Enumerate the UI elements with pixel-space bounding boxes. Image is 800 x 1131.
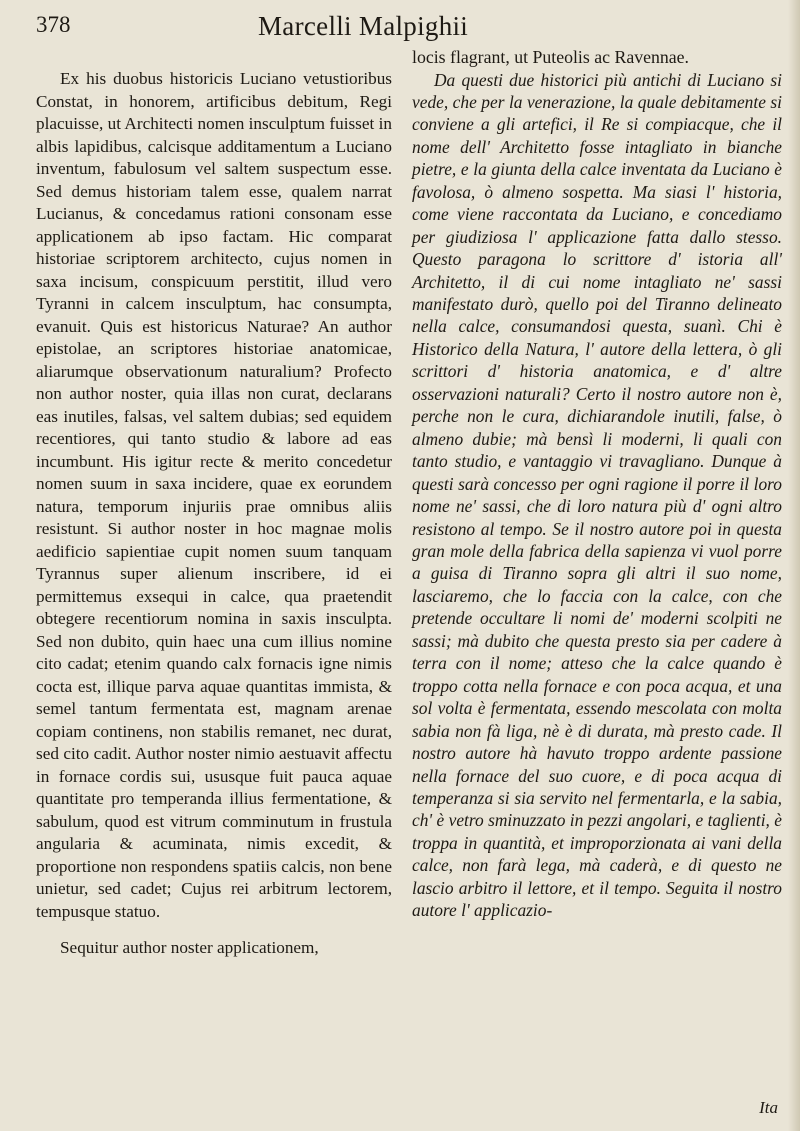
page-edge-shadow — [788, 0, 800, 1131]
page-header — [36, 8, 788, 44]
page-number: 378 — [36, 12, 71, 37]
latin-paragraph-2: Sequitur author noster applicationem, — [60, 938, 319, 957]
running-head: Marcelli Malpighii — [258, 11, 469, 41]
italian-paragraph: Da questi due historici più antichi di Luciano si vede, che per la venerazione, la quale debitamente si conviene a gli artefici, il Re si compiacque, che il nome dell' Architetto fosse intagliato in bianche pietre, e la giunta della calce inventata da Luciano è favolosa, ò almeno sospetta. Ma siasi l' historia, come viene raccontata da Luciano, e concediamo per giudiziosa l' applicazione fatta dallo stesso. Questo paragona lo scrittore d' istoria all' Architetto, il di cui nome intagliato ne' sassi manifestato durò, quello poi del Tiranno delineato nella calce, consumandosi questa, suanì. Chi è Historico della Natura, l' autore della lettera, ò gli scrittori d' historia anatomica, e d' altre osservazioni naturali? Certo il nostro autore non è, perche non le cura, dichiarandole inutili, false, ò almeno dubie; mà bensì li moderni, li quali con tanto studio, e vantaggio vi travagliano. Dunque à questi sarà concesso per ogni ragione il porre il loro nome ne' sassi, che di loro natura più d' ogni altro resistono al tempo. Se il nostro autore poi in questa gran mole della fabrica della sapienza vi vuol porre a guisa di Tiranno sopra gli altri il suo nome, lasciaremo, che lo faccia con la calce, con che pretende occultare li nomi de' moderni scolpiti ne sassi; mà dubito che questa presto sia per cadere à terra con il nome; atteso che la calce quando è troppo cotta nella fornace e con poca acqua, et una sol volta è fermentata, essendo mescolata con molta sabia non fà liga, nè è di durata, mà presto cade. Il nostro autore hà havuto troppo ardente passione nella fornace del suo cuore, e di poca acqua di temperanza si sia servito nel fermentarla, e la sabia, ch' è vetro sminuzzato in pezzi angolari, e taglienti, è troppa in quantità, et improporzionata ai vani della calce, non farà lega, mà caderà, e di questo ne lascio arbitro il lettore, et il tempo. Seguita il nostro autore l' applicazio- — [412, 69, 782, 921]
left-column-latin — [36, 68, 392, 960]
catchword: Ita — [759, 1098, 778, 1117]
latin-paragraph-1: Ex his duobus historicis Luciano vetustioribus Constat, in honorem, artificibus debitum, Regi placuisse, ut Architecti nomen insculptum fuisset in albis lapidibus, calcisque additamentum a Luciano inventum, fabulosum vel saltem suspectum esse. Sed demus historiam talem esse, qualem narrat Lucianus, & concedamus rationi consonam esse applicationem ab ipso factam. Hic comparat historiae scriptorem architecto, cujus nomen in saxa incisum, conspicuum perstitit, illud vero Tyranni in calcem insculptum, hac consumpta, evanuit. Quis est historicus Naturae? An author epistolae, an scriptores historiae anatomicae, aliarumque observationum naturalium? Profecto non author noster, quia illas non curat, declarans eas inutiles, falsas, vel saltem dubias; sed equidem recentiores, qui tanto studio & labore ad eas incumbunt. His igitur recte & merito concedetur nomen suum in saxa incidere, quae ex eorundem natura, temporum injuriis prae omnibus aliis resistunt. Si author noster in hoc magnae molis aedificio sapientiae cupit nomen suum tanquam Tyrannus super alienum inscribere, id ei permittemus exsequi in calce, qua praetendit obtegere recentiorum nomina in saxis insculpta. Sed non dubito, quin haec una cum illius nomine cito cadat; etenim quando calx fornacis igne nimis cocta est, illique parva aquae quantitas immista, & semel tantum fermentata est, magnam arenae copiam continens, non stabilis remanet, nec durat, sed cito cadit. Author noster nimio aestuavit affectu in fornace cordis sui, ususque fuit pauca aquae quantitate pro temperanda illius fermentatione, & sabulum, quod est vitrum comminutum in frustula angularia & acuminata, nimis excedit, & proportione non respondens spatiis calcis, non bene unietur, sed cadet; Cujus rei arbitrum lectorem, tempusque statuo. — [36, 69, 392, 921]
right-column-italian — [412, 46, 782, 922]
right-column-first-line: locis flagrant, ut Puteolis ac Ravennae. — [412, 47, 690, 67]
